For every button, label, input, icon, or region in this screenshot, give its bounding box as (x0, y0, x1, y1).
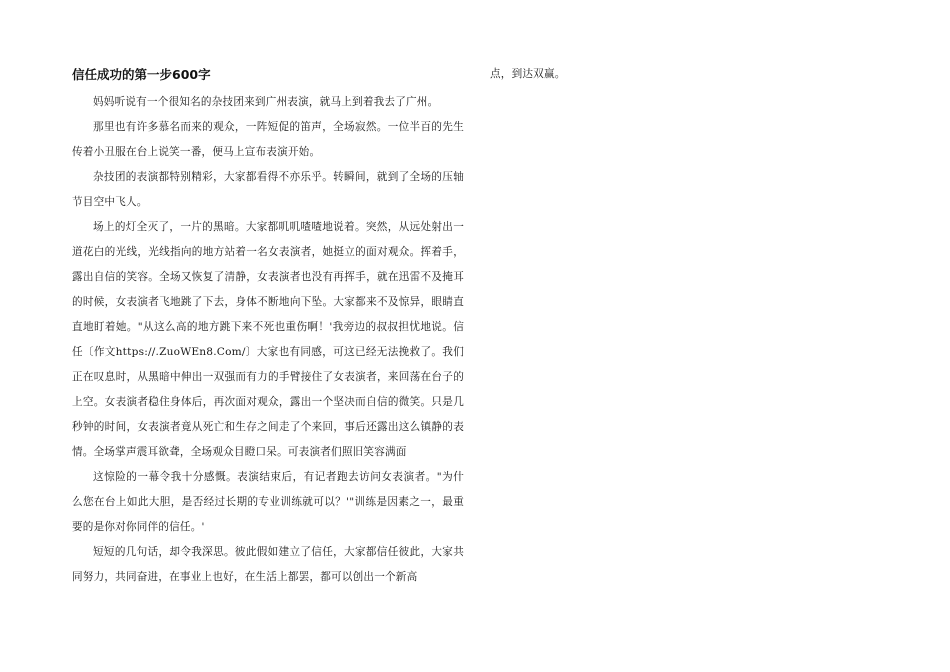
left-column (72, 66, 464, 590)
paragraph-3: 杂技团的表演都特别精彩，大家都看得不亦乐乎。转瞬间，就到了全场的压轴节目空中飞人。 (72, 171, 464, 208)
right-column (490, 66, 690, 83)
paragraph-5: 这惊险的一幕令我十分感慨。表演结束后，有记者跑去访问女表演者。"为什么您在台上如此大胆，是否经过长期的专业训练就可以？'"训练是因素之一，最重要的是你对你同伴的信任。' (72, 471, 464, 533)
paragraph-1: 妈妈听说有一个很知名的杂技团来到广州表演，就马上到着我去了广州。 (93, 96, 439, 108)
paragraph-continuation: 点，到达双赢。 (490, 68, 566, 80)
paragraph-2: 那里也有许多慕名而来的观众，一阵短促的笛声，全场寂然。一位半百的先生传着小丑服在台上说笑一番，便马上宣布表演开始。 (72, 121, 464, 158)
paragraph-4: 场上的灯全灭了，一片的黑暗。大家都叽叽喳喳地说着。突然，从远处射出一道花白的光线，光线指向的地方站着一名女表演者，她挺立的面对观众。挥着手，露出自信的笑容。全场又恢复了清静，女表演者也没有再挥手，就在迅雷不及掩耳的时候，女表演者飞地跳了下去，身体不断地向下坠。大家都来不及惊异，眼睛直直地盯着她。"从这么高的地方跳下来不死也重伤啊！'我旁边的叔叔担忧地说。信任〔作文https://.ZuoWEn8.Com/〕大家也有同感，可这已经无法挽救了。我们正在叹息时，从黑暗中伸出一双强而有力的手臂接住了女表演者，来回荡在台子的上空。女表演者稳住身体后，再次面对观众，露出一个坚决而自信的微笑。只是几秒钟的时间，女表演者竟从死亡和生存之间走了个来回，事后还露出这么镇静的表情。全场掌声震耳欲聋，全场观众目瞪口呆。可表演者们照旧笑容满面 (72, 221, 464, 458)
paragraph-6: 短短的几句话，却令我深思。彼此假如建立了信任，大家都信任彼此，大家共同努力，共同奋进，在事业上也好，在生活上都罢，都可以创出一个新高 (72, 546, 464, 583)
document-title: 信任成功的第一步600字 (72, 67, 211, 82)
